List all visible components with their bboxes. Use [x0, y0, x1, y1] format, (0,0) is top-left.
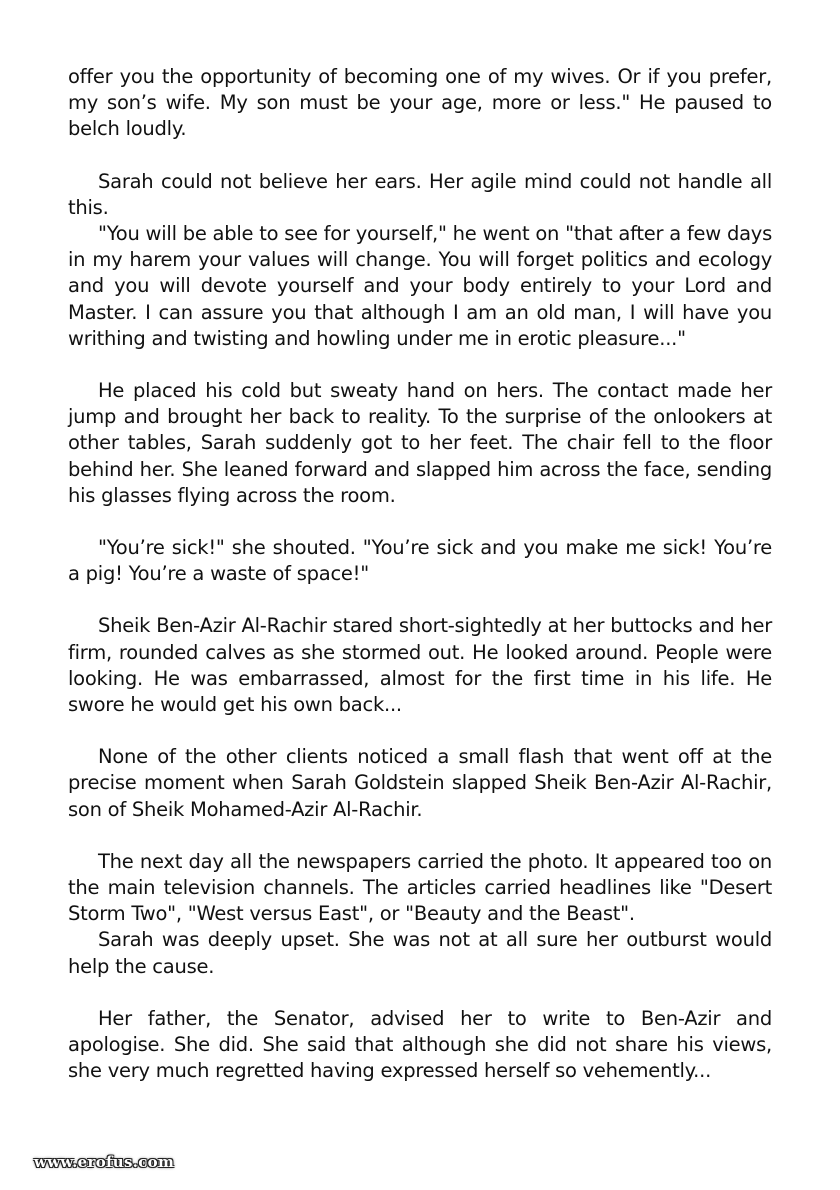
paragraph-6: Sheik Ben-Azir Al-Rachir stared short-sightedly at her buttocks and her firm, rounded calves as she stormed out. He looked around. People were looking. He was embarrassed, almost for the first time in his life. He swore he would get his own back...: [68, 614, 772, 717]
paragraph-2: Sarah could not believe her ears. Her agile mind could not handle all this.: [68, 169, 772, 219]
paragraph-9: Sarah was deeply upset. She was not at all sure her outburst would help the cause.: [68, 928, 772, 978]
paragraph-8: The next day all the newspapers carried the photo. It appeared too on the main television channels. The articles carried headlines like "Desert Storm Two", "West versus East", or "Beauty and the Beast".: [68, 849, 772, 926]
watermark: www.erofus.com: [34, 1153, 175, 1171]
paragraph-10: Her father, the Senator, advised her to write to Ben-Azir and apologise. She did. She said that although she did not share his views, she very much regretted having expressed herself so vehemently...: [68, 1006, 772, 1083]
paragraph-3: "You will be able to see for yourself," he went on "that after a few days in my harem your values will change. You will forget politics and ecology and you will devote yourself and your body entirely to your Lord and Master. I can assure you that although I am an old man, I will have you writhing and twisting and howling under me in erotic pleasure...": [68, 222, 772, 350]
paragraph-4: He placed his cold but sweaty hand on hers. The contact made her jump and brought her back to reality. To the surprise of the onlookers at other tables, Sarah suddenly got to her feet. The chair fell to the floor behind her. She leaned forward and slapped him across the face, sending his glasses flying across the room.: [68, 379, 772, 507]
paragraph-7: None of the other clients noticed a small flash that went off at the precise moment when Sarah Goldstein slapped Sheik Ben-Azir Al-Rachir, son of Sheik Mohamed-Azir Al-Rachir.: [68, 745, 772, 821]
document-page: [68, 64, 772, 1085]
paragraph-5: "You’re sick!" she shouted. "You’re sick and you make me sick! You’re a pig! You’re a waste of space!": [68, 536, 772, 586]
paragraph-1: offer you the opportunity of becoming one of my wives. Or if you prefer, my son’s wife. My son must be your age, more or less." He paused to belch loudly.: [68, 65, 772, 141]
